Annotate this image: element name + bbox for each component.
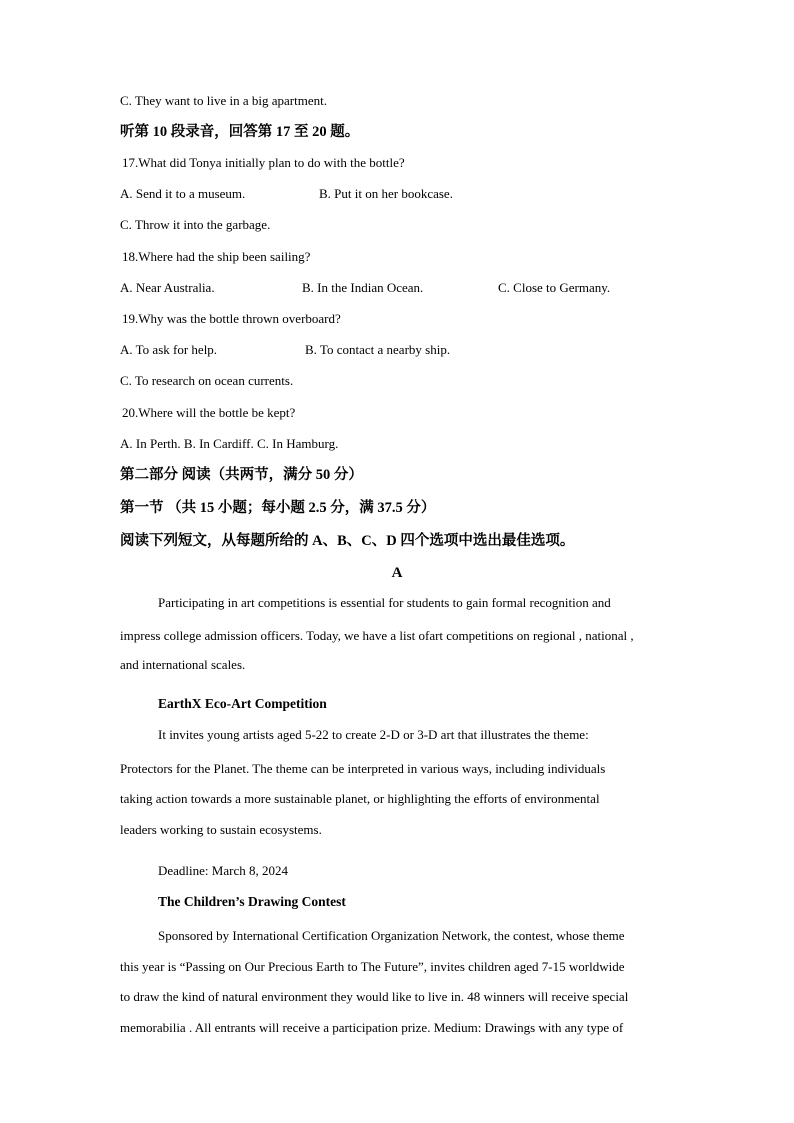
earthx-line-2: Protectors for the Planet. The theme can be interpreted in various ways, including individuals — [120, 761, 606, 776]
intro-line-2: impress college admission officers. Today, we have a list ofart competitions on regional , national , — [120, 628, 634, 643]
childrens-contest-title: The Children’s Drawing Contest — [158, 894, 346, 909]
passage-letter: A — [391, 565, 403, 581]
q19-option-b: B. To contact a nearby ship. — [305, 342, 451, 357]
intro-line-3: and international scales. — [120, 657, 246, 672]
intro-line-1: Participating in art competitions is essential for students to gain formal recognition and — [158, 595, 611, 610]
section10-instruction: 听第 10 段录音，回答第 17 至 20 题。 — [120, 124, 360, 140]
q20-options: A. In Perth. B. In Cardiff. C. In Hamburg. — [120, 436, 339, 451]
earthx-line-1: It invites young artists aged 5-22 to create 2-D or 3-D art that illustrates the theme: — [158, 727, 589, 742]
reading-instruction: 阅读下列短文，从每题所给的 A、B、C、D 四个选项中选出最佳选项。 — [120, 533, 575, 549]
q20-question: 20.Where will the bottle be kept? — [122, 405, 296, 420]
earthx-deadline: Deadline: March 8, 2024 — [158, 863, 288, 878]
q16-option-c: C. They want to live in a big apartment. — [120, 93, 327, 108]
q17-question: 17.What did Tonya initially plan to do with the bottle? — [122, 155, 405, 170]
earthx-title: EarthX Eco-Art Competition — [158, 696, 327, 711]
section-one-title: 第一节 （共 15 小题；每小题 2.5 分，满 37.5 分） — [120, 500, 436, 516]
q18-option-c: C. Close to Germany. — [498, 280, 611, 295]
q18-question: 18.Where had the ship been sailing? — [122, 249, 311, 264]
q17-option-b: B. Put it on her bookcase. — [319, 186, 453, 201]
childrens-line-2: this year is “Passing on Our Precious Earth to The Future”, invites children aged 7-15 worldwide — [120, 959, 625, 974]
earthx-line-3: taking action towards a more sustainable planet, or highlighting the efforts of environmental — [120, 791, 600, 806]
q18-option-b: B. In the Indian Ocean. — [302, 280, 424, 295]
q19-question: 19.Why was the bottle thrown overboard? — [122, 311, 341, 326]
earthx-line-4: leaders working to sustain ecosystems. — [120, 822, 322, 837]
childrens-line-1: Sponsored by International Certification Organization Network, the contest, whose theme — [158, 928, 625, 943]
q18-option-a: A. Near Australia. — [120, 280, 215, 295]
q19-option-c: C. To research on ocean currents. — [120, 373, 294, 388]
part-two-title: 第二部分 阅读（共两节，满分 50 分） — [120, 467, 363, 483]
q17-option-c: C. Throw it into the garbage. — [120, 217, 271, 232]
q19-option-a: A. To ask for help. — [120, 342, 218, 357]
childrens-line-3: to draw the kind of natural environment they would like to live in. 48 winners will receive special — [120, 989, 629, 1004]
q17-option-a: A. Send it to a museum. — [120, 186, 246, 201]
childrens-line-4: memorabilia . All entrants will receive a participation prize. Medium: Drawings with any type of — [120, 1020, 624, 1035]
